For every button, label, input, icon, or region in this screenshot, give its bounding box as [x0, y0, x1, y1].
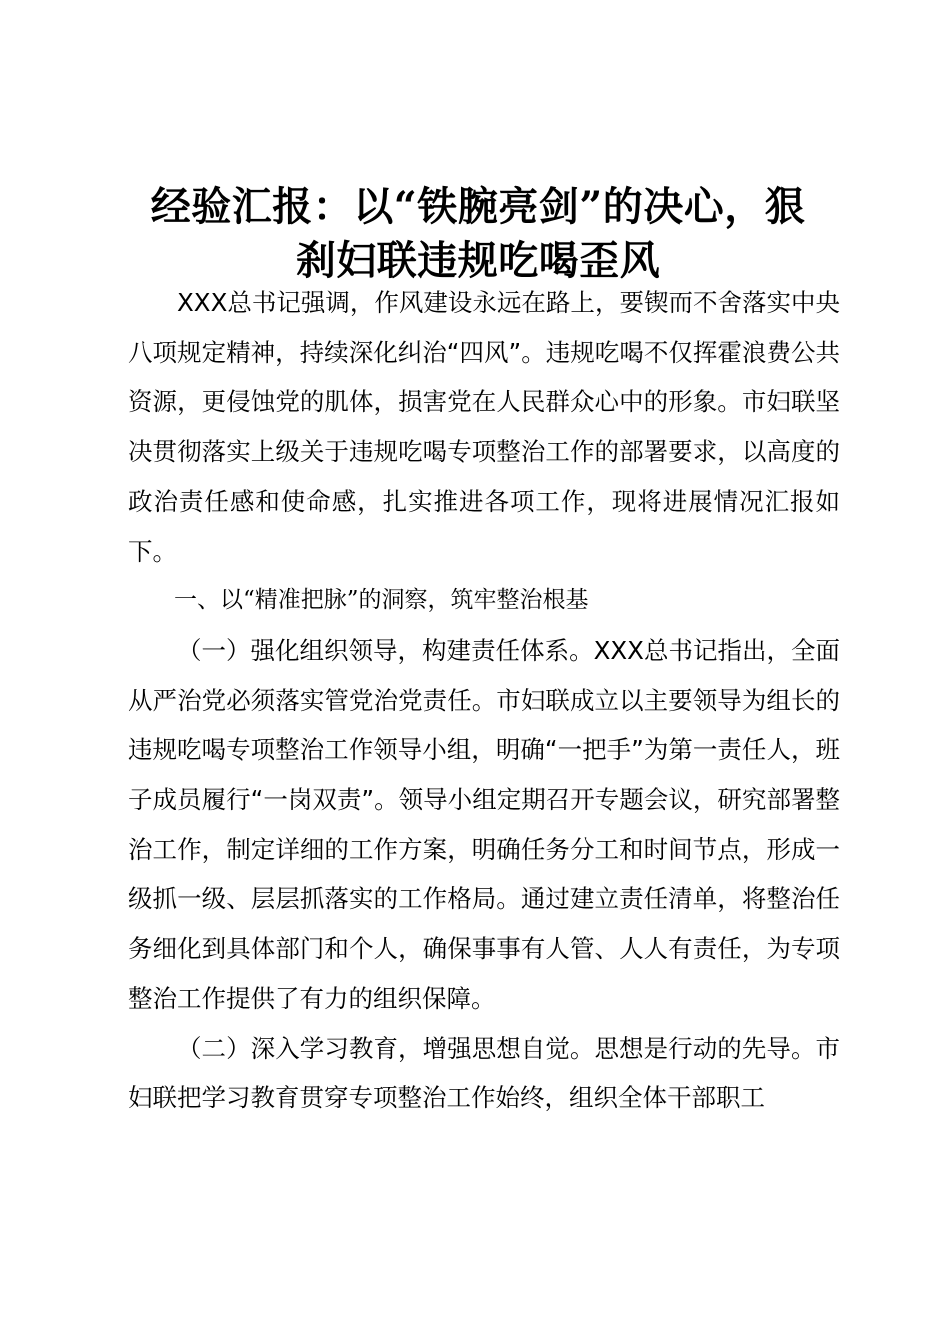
- title-line-1: 经验汇报：以“铁腕亮剑”的决心，狠: [150, 183, 806, 230]
- document-title: [118, 180, 838, 288]
- paragraph-subsection-2: （二）深入学习教育，增强思想自觉。思想是行动的先导。市妇联把学习教育贯穿专项整治工作始终，组织全体干部职工: [128, 1033, 840, 1113]
- section-heading-1: 一、以“精准把脉”的洞察，筑牢整治根基: [174, 587, 589, 614]
- paragraph-intro: XXX总书记强调，作风建设永远在路上，要锲而不舍落实中央八项规定精神，持续深化纠治“四风”。违规吃喝不仅挥霍浪费公共资源，更侵蚀党的肌体，损害党在人民群众心中的形象。市妇联坚决贯彻落实上级关于违规吃喝专项整治工作的部署要求，以高度的政治责任感和使命感，扎实推进各项工作，现将进展情况汇报如下。: [128, 288, 840, 566]
- paragraph-subsection-1: （一）强化组织领导，构建责任体系。XXX总书记指出，全面从严治党必须落实管党治党责任。市妇联成立以主要领导为组长的违规吃喝专项整治工作领导小组，明确“一把手”为第一责任人，班子成员履行“一岗双责”。领导小组定期召开专题会议，研究部署整治工作，制定详细的工作方案，明确任务分工和时间节点，形成一级抓一级、层层抓落实的工作格局。通过建立责任清单，将整治任务细化到具体部门和个人，确保事事有人管、人人有责任，为专项整治工作提供了有力的组织保障。: [128, 635, 840, 1013]
- title-line-2: 刹妇联违规吃喝歪风: [295, 237, 661, 284]
- document-body: [128, 278, 840, 1123]
